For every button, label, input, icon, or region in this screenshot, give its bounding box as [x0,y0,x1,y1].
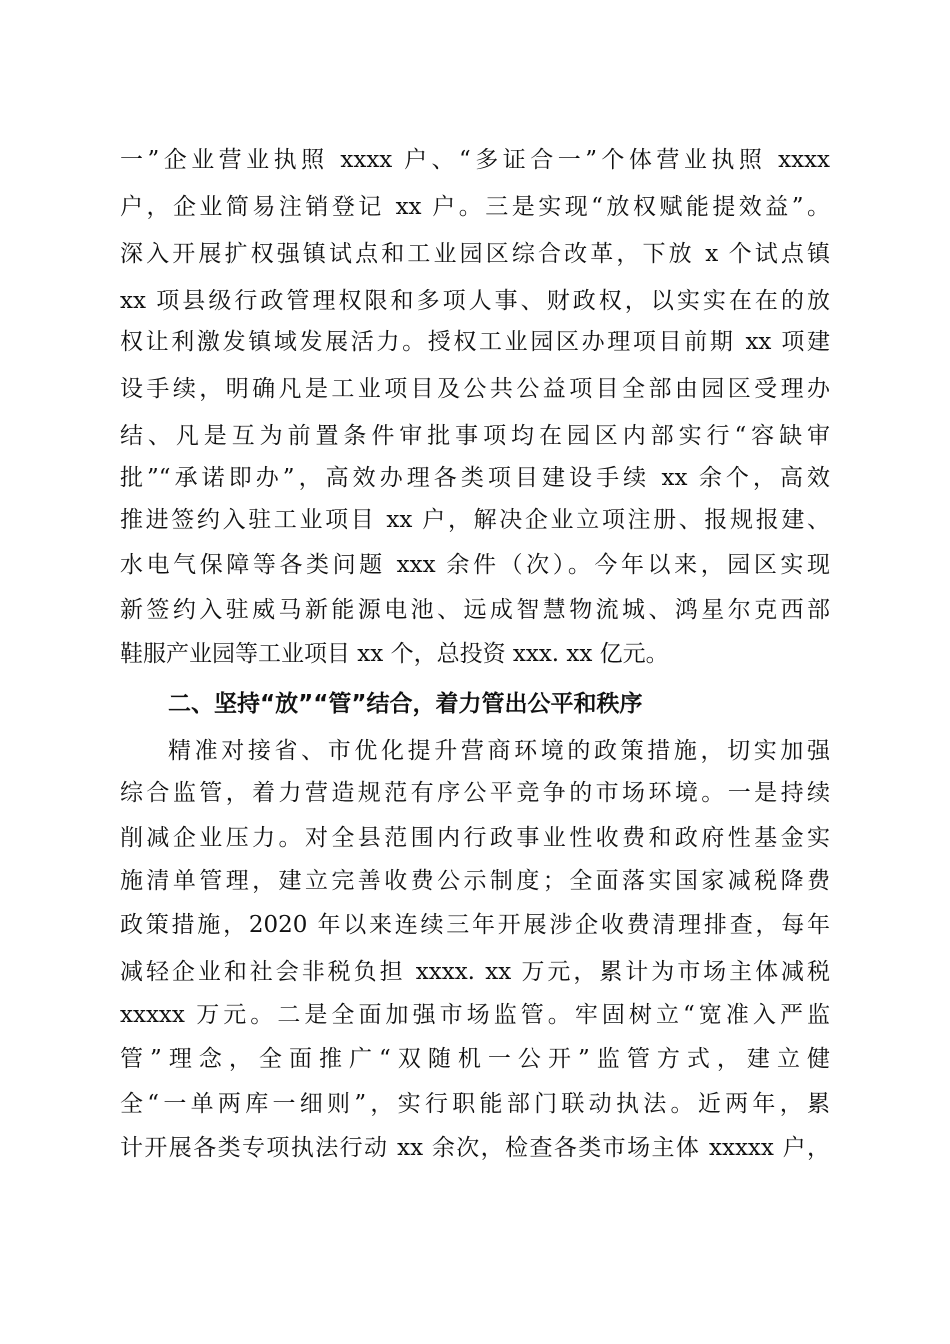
paragraph-1-line-8: 批”“承诺即办”，高效办理各类项目建设手续 xx 余个，高效 [120,465,830,491]
paragraph-2-line-10: 计开展各类专项执法行动 xx 余次，检查各类市场主体 xxxxx 户， [120,1135,830,1161]
paragraph-1-line-4: xx 项县级行政管理权限和多项人事、财政权，以实实在在的放 [120,288,830,314]
paragraph-1-line-1: 一”企业营业执照 xxxx 户、“多证合一”个体营业执照 xxxx [120,147,830,173]
paragraph-2-line-5: 政策措施，2020 年以来连续三年开展涉企收费清理排查，每年 [120,912,830,938]
paragraph-1-line-6: 设手续，明确凡是工业项目及公共公益项目全部由园区受理办 [120,376,830,402]
paragraph-1-line-9: 推进签约入驻工业项目 xx 户，解决企业立项注册、报规报建、 [120,507,830,533]
paragraph-2-line-9: 全“一单两库一细则”，实行职能部门联动执法。近两年，累 [120,1091,830,1117]
paragraph-1-line-5: 权让利激发镇域发展活力。授权工业园区办理项目前期 xx 项建 [120,329,830,355]
paragraph-2-line-7: xxxxx 万元。二是全面加强市场监管。牢固树立“宽准入严监 [120,1002,830,1028]
paragraph-2-line-2: 综合监管，着力营造规范有序公平竞争的市场环境。一是持续 [120,780,830,806]
paragraph-1-line-2: 户，企业简易注销登记 xx 户。三是实现“放权赋能提效益”。 [120,194,830,220]
paragraph-2-line-6: 减轻企业和社会非税负担 xxxx. xx 万元，累计为市场主体减税 [120,959,830,985]
paragraph-1-line-3: 深入开展扩权强镇试点和工业园区综合改革，下放 x 个试点镇 [120,241,830,267]
paragraph-1-line-10: 水电气保障等各类问题 xxx 余件（次）。今年以来，园区实现 [120,552,830,578]
paragraph-1-line-7: 结、凡是互为前置条件审批事项均在园区内部实行“容缺审 [120,423,830,449]
paragraph-2-line-8: 管”理念，全面推广“双随机一公开”监管方式，建立健 [120,1046,830,1072]
section-heading: 二、坚持“放”“管”结合，着力管出公平和秩序 [168,691,643,717]
paragraph-1-line-11: 新签约入驻威马新能源电池、远成智慧物流城、鸿星尔克西部 [120,597,830,623]
paragraph-2-line-3: 削减企业压力。对全县范围内行政事业性收费和政府性基金实 [120,825,830,851]
paragraph-2-line-4: 施清单管理，建立完善收费公示制度；全面落实国家减税降费 [120,868,830,894]
paragraph-1-line-12: 鞋服产业园等工业项目 xx 个，总投资 xxx. xx 亿元。 [120,641,669,667]
paragraph-2-line-1: 精准对接省、市优化提升营商环境的政策措施，切实加强 [168,738,830,764]
